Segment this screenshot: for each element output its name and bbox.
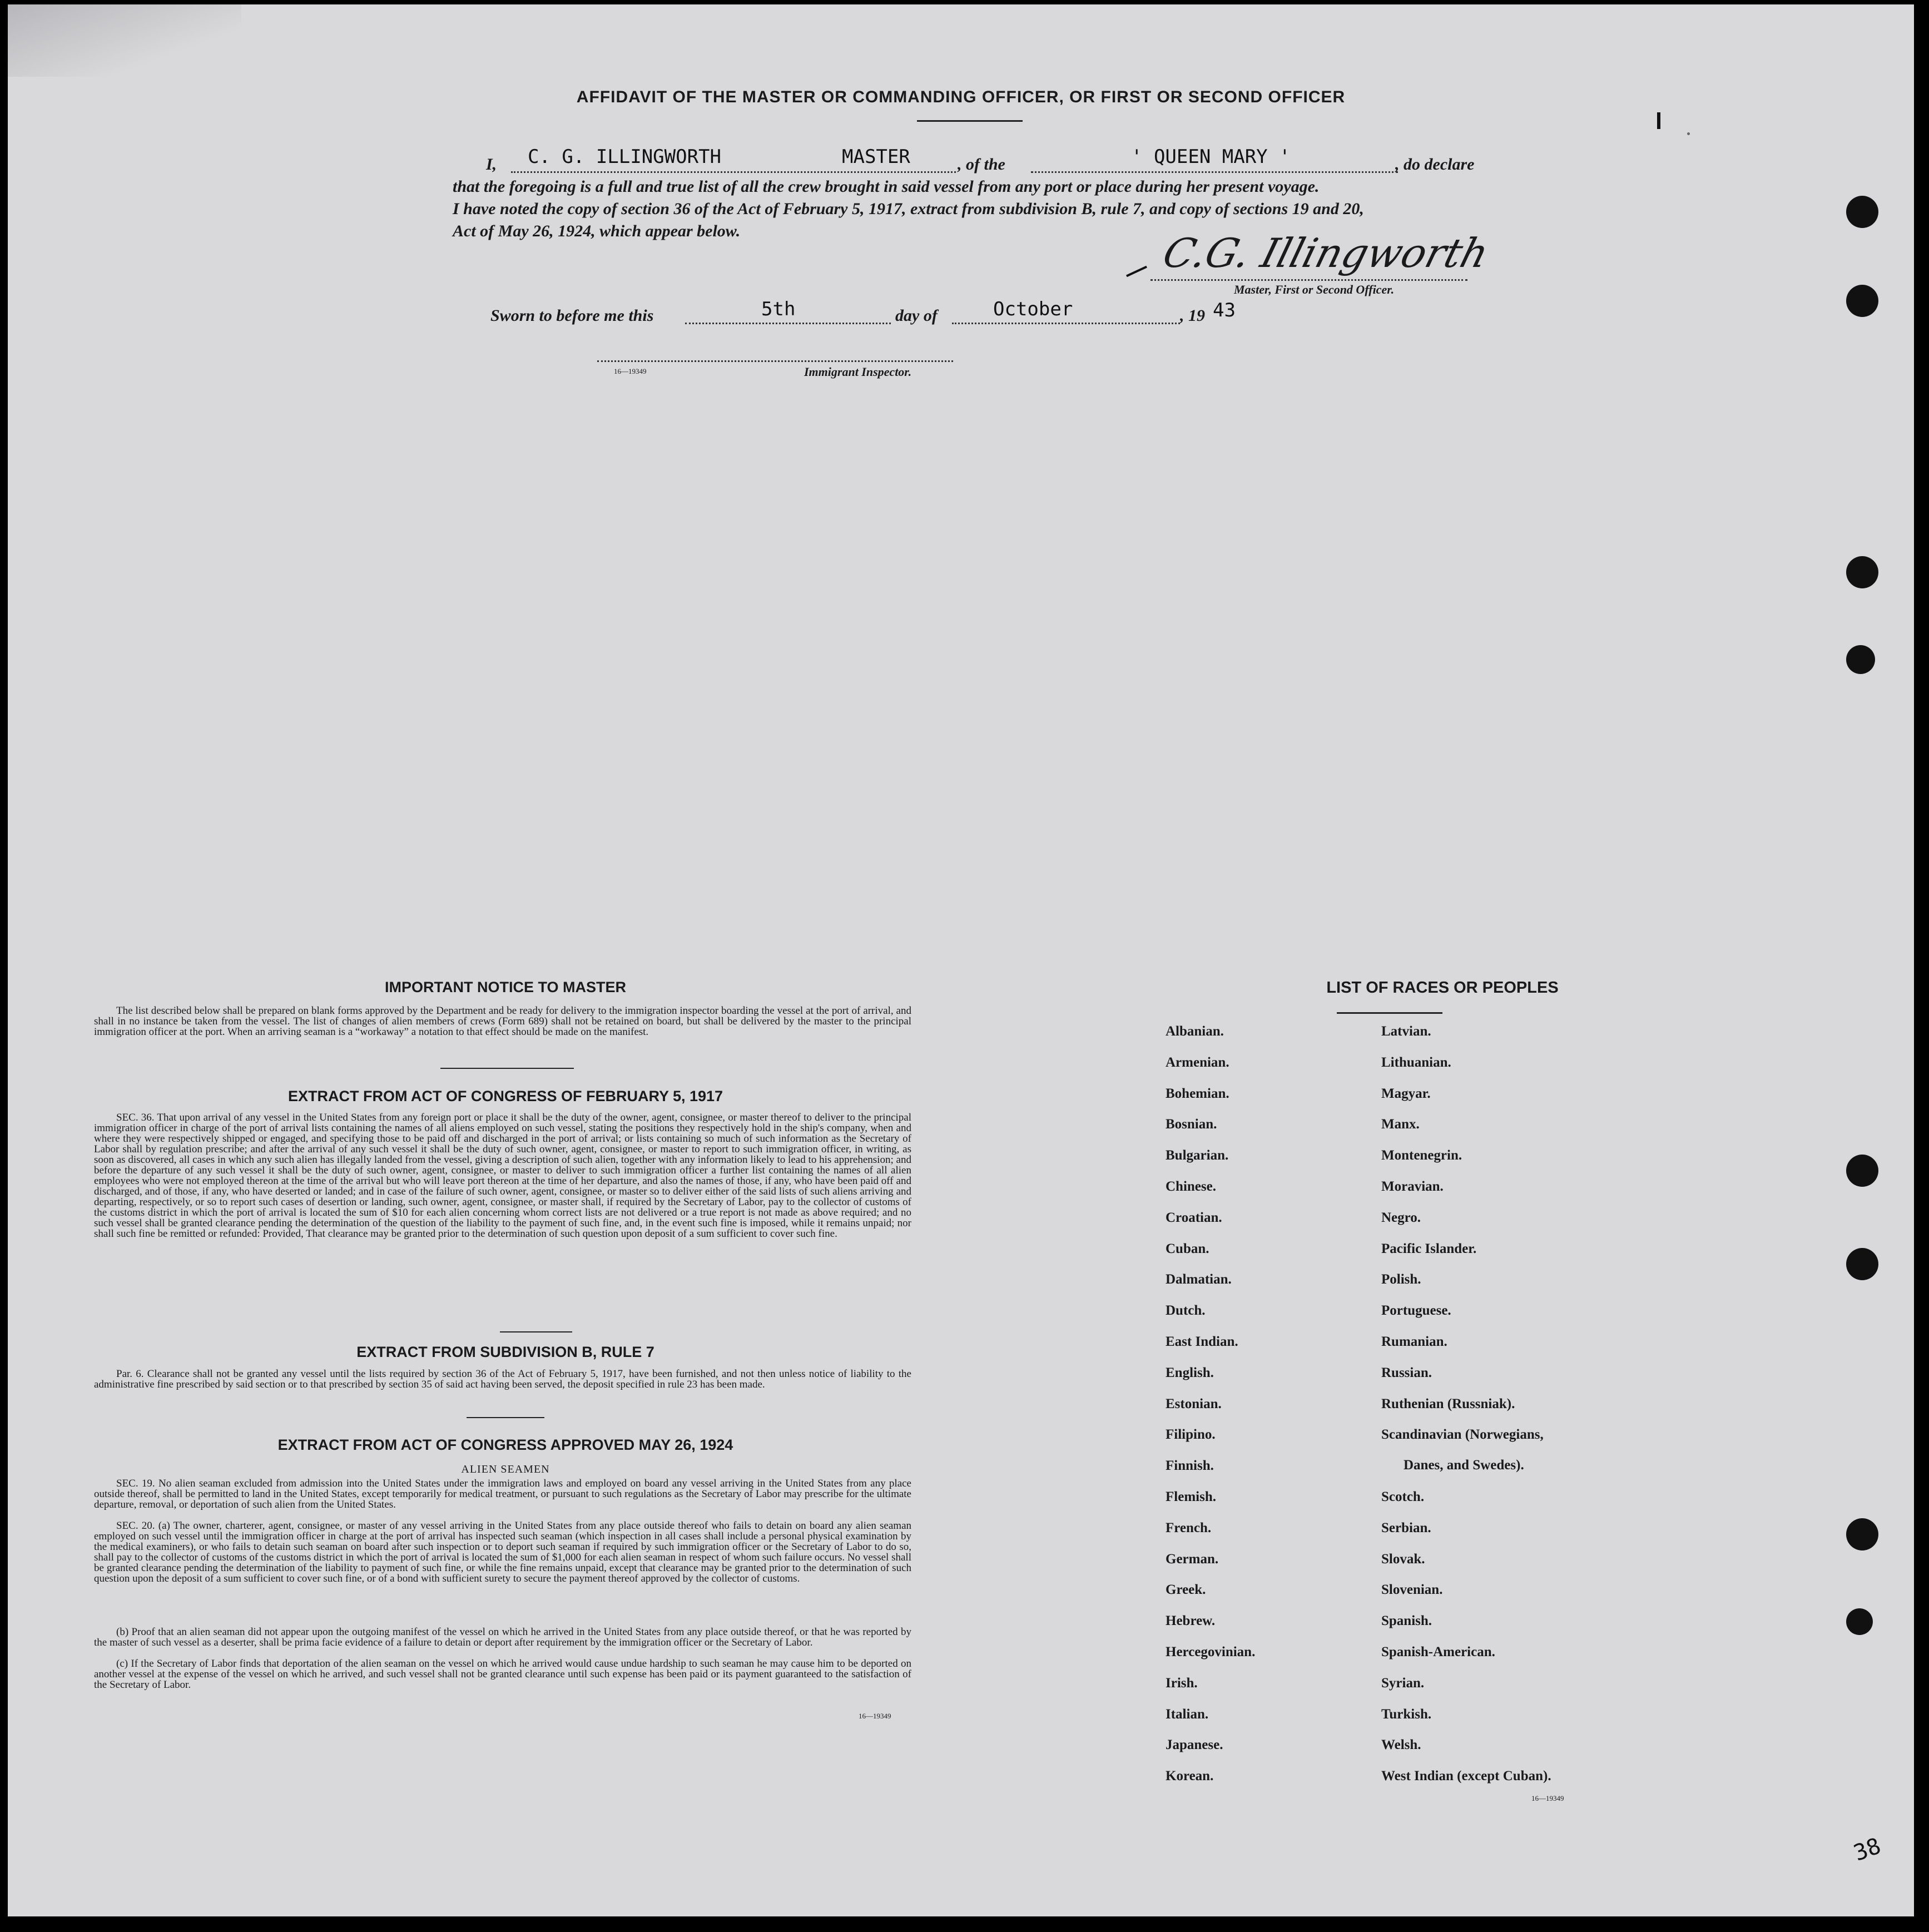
inspector-line [597, 360, 953, 362]
document-page [8, 4, 1914, 1916]
race-item: Spanish. [1381, 1613, 1432, 1629]
punch-hole [1846, 1248, 1878, 1280]
punch-hole [1846, 1518, 1878, 1550]
race-item: West Indian (except Cuban). [1381, 1768, 1551, 1784]
corner-wear [8, 4, 241, 77]
subdivision-text: Par. 6. Clearance shall not be granted any vessel until the lists required by section 36 of the Act of February 5, 1917, have been furnished, and not then unless notice of liability to the administrative fine prescribed by said section or to that prescribed by section 35 of said act having been served, the deposit specified in rule 23 has been made. [94, 1368, 911, 1390]
punch-hole [1846, 196, 1878, 228]
race-item: Bohemian. [1166, 1086, 1229, 1101]
master-name: C. G. ILLINGWORTH [528, 146, 721, 168]
sec20b-text: (b) Proof that an alien seaman did not appear upon the outgoing manifest of the vessel on which he arrived in the United States from any place outside thereof, or that he was reported by the master of such vessel as a deserter, shall be prima facie evidence of a failure to detain or deport after requirement by the immigration officer or the Secretary of Labor. [94, 1626, 911, 1648]
form-number-left: 16—19349 [859, 1712, 891, 1720]
declaration-of-the: , of the [958, 155, 1005, 174]
race-item: Turkish. [1381, 1706, 1432, 1722]
race-item: Montenegrin. [1381, 1148, 1462, 1163]
vessel-name: ' QUEEN MARY ' [1131, 146, 1291, 168]
race-item: Portuguese. [1381, 1303, 1451, 1319]
race-item: Dalmatian. [1166, 1272, 1232, 1287]
punch-hole [1846, 556, 1878, 588]
race-item: Greek. [1166, 1582, 1206, 1598]
punch-hole [1846, 1608, 1873, 1635]
name-line [511, 171, 956, 173]
sworn-day: 5th [761, 298, 796, 320]
notice-heading: IMPORTANT NOTICE TO MASTER [385, 979, 626, 995]
punch-hole [1846, 285, 1878, 317]
race-item: Russian. [1381, 1365, 1432, 1380]
race-item: Scotch. [1381, 1489, 1425, 1504]
race-item: Korean. [1166, 1768, 1214, 1784]
declaration-line-3: I have noted the copy of section 36 of the Act of February 5, 1917, extract from subdivision B, rule 7, and copy of sections 19 and 20, [453, 200, 1364, 218]
extract-1924-heading: EXTRACT FROM ACT OF CONGRESS APPROVED MAY 26, 1924 [277, 1436, 733, 1453]
sworn-year: 43 [1213, 299, 1236, 321]
notice-rule [440, 1068, 574, 1069]
race-item: Flemish. [1166, 1489, 1216, 1504]
sworn-prefix: Sworn to before me this [490, 306, 654, 325]
race-item: English. [1166, 1365, 1214, 1380]
race-item: German. [1166, 1551, 1219, 1567]
extract-1917-rule [500, 1331, 572, 1332]
race-item: Albanian. [1166, 1024, 1224, 1039]
officer-signature: C.G. Illingworth [1158, 230, 1494, 276]
signature-line [1151, 279, 1467, 281]
race-item: Dutch. [1166, 1303, 1206, 1319]
race-item: Latvian. [1381, 1024, 1431, 1039]
race-item: East Indian. [1166, 1334, 1238, 1349]
stray-mark [1687, 132, 1690, 135]
race-item: Slovak. [1381, 1551, 1425, 1567]
declaration-do-declare: , do declare [1395, 155, 1475, 174]
race-item: Magyar. [1381, 1086, 1431, 1101]
title-rule [917, 120, 1023, 122]
sworn-month-line [952, 323, 1180, 324]
race-item: Ruthenian (Russniak). [1381, 1396, 1515, 1411]
subdivision-heading: EXTRACT FROM SUBDIVISION B, RULE 7 [356, 1344, 654, 1360]
declaration-i: I, [486, 155, 497, 174]
sec20a-text: SEC. 20. (a) The owner, charterer, agent, consignee, or master of any vessel arriving in the United States from any place outside thereof who fails to detain on board any alien seaman employed on such vessel until the immigration officer in charge at the port of arrival has inspected such seaman (which inspection in all cases shall include a personal physical examination by the medical examiners), or who fails to detain such seaman on board after such inspection or to deport such seaman if required by such immigration officer or the Secretary of Labor to do so, shall pay to the collector of customs of the customs district in which the port of arrival is located the sum of $1,000 for each alien seaman in respect of whom such failure occurs. No vessel shall be granted clearance pending the determination of the liability to payment of such fine, or while the fine remains unpaid, except that clearance may be granted prior to the determination of such question upon the deposit of a sum sufficient to cover such fine, or of a bond with sufficient surety to secure the payment thereof approved by the collector of customs. [94, 1520, 911, 1584]
sec20c-text: (c) If the Secretary of Labor finds that deportation of the alien seaman on the vessel on which he arrived would cause undue hardship to such seaman he may cause him to be deported on another vessel at the expense of the vessel on which he arrived, and such vessel shall not be granted clearance until such expense has been paid or its payment guaranteed to the satisfaction of the Secretary of Labor. [94, 1658, 911, 1691]
form-number-right: 16—19349 [1531, 1794, 1564, 1802]
race-item: Syrian. [1381, 1675, 1425, 1691]
declaration-line-4: Act of May 26, 1924, which appear below. [453, 222, 741, 240]
inspector-caption: Immigrant Inspector. [804, 365, 912, 379]
race-item: Filipino. [1166, 1427, 1216, 1443]
races-rule [1337, 1012, 1442, 1014]
page-mark: 38 [1850, 1833, 1885, 1866]
sworn-day-line [685, 323, 891, 324]
race-item: French. [1166, 1520, 1212, 1535]
sec19-text: SEC. 19. No alien seaman excluded from admission into the United States under the immigration laws and employed on board any vessel arriving in the United States from any place outside thereof, shall be permitted to land in the United States, except temporarily for medical treatment, or pursuant to such regulations as the Secretary of Labor may prescribe for the ultimate departure, removal, or deportation of such alien from the United States. [94, 1478, 911, 1510]
signature-caption: Master, First or Second Officer. [1234, 283, 1395, 296]
alien-seamen-subheading: ALIEN SEAMEN [461, 1463, 550, 1475]
race-item: Croatian. [1166, 1210, 1222, 1225]
race-item: Chinese. [1166, 1179, 1216, 1194]
race-item: Rumanian. [1381, 1334, 1447, 1349]
race-item: Armenian. [1166, 1054, 1229, 1070]
race-item: Bosnian. [1166, 1117, 1217, 1132]
race-item: Hebrew. [1166, 1613, 1216, 1629]
race-item: Manx. [1381, 1117, 1420, 1132]
race-item: Cuban. [1166, 1241, 1209, 1256]
extract-1917-text: SEC. 36. That upon arrival of any vessel in the United States from any foreign port or place it shall be the duty of the owner, agent, consignee, or master thereof to deliver to the principal immigration officer in charge of the port of arrival lists containing the names of all aliens employed on such vessel, stating the positions they respectively hold in the ship's company, when and where they were respectively shipped or engaged, and specifying those to be paid off and discharged in the port of arrival; or lists containing so much of such information as the Secretary of Labor shall by regulation prescribe; and after the arrival of any such vessel it shall be the duty of such owner, agent, consignee, or master to report to such immigration officer, in writing, as soon as discovered, all cases in which any such alien has illegally landed from the vessel, giving a description of such alien, together with any information likely to lead to his apprehension; and before the departure of any such vessel it shall be the duty of such owner, agent, consignee, or master to deliver to such immigration officer a further list containing the names of all alien employees who were not employed thereon at the time of the arrival but who will leave port thereon at the time of her departure, and also the names of those, if any, who have been paid off and discharged, and of those, if any, who have deserted or landed; and in case of the failure of such owner, agent, consignee, or master so to deliver either of the said lists of such aliens arriving and departing, respectively, or so to report such cases of desertion or landing, such owner, agent, consignee, or master shall, if required by the Secretary of Labor, pay to the collector of customs of the customs district in which the port of arrival is located the sum of $10 for each alien concerning whom correct lists are not delivered or a true report is not made as above required; and no such vessel shall be granted clearance pending the determination of the question of the liability to the payment of such fine, and, in the event such fine is imposed, while it remains unpaid; nor shall such fine be remitted or refunded: Provided, That clearance may be granted prior to the determination of such question upon deposit of a sum sufficient to cover such fine. [94, 1112, 911, 1240]
punch-hole [1846, 1155, 1878, 1187]
vessel-line [1031, 171, 1398, 173]
race-item: Spanish-American. [1381, 1644, 1495, 1659]
notice-text: The list described below shall be prepared on blank forms approved by the Department and be ready for delivery to the immigration inspector boarding the vessel at the port of arrival, and shall in no instance be taken from the vessel. The list of changes of alien members of crews (Form 689) shall not be retained on board, but shall be delivered by the master to the principal immigration officer at the port. When an arriving seaman is a “workaway” a notation to that effect should be made on the manifest. [94, 1005, 911, 1038]
sworn-year-prefix: , 19 [1180, 306, 1205, 325]
subdivision-rule [467, 1417, 544, 1418]
race-item: Bulgarian. [1166, 1148, 1229, 1163]
race-item: Lithuanian. [1381, 1054, 1451, 1070]
race-item: Pacific Islander. [1381, 1241, 1477, 1256]
race-item: Estonian. [1166, 1396, 1222, 1411]
race-item: Slovenian. [1381, 1582, 1443, 1598]
punch-hole [1846, 645, 1875, 674]
races-heading: LIST OF RACES OR PEOPLES [1326, 979, 1559, 997]
signature-flourish [1126, 266, 1147, 278]
race-item: Hercegovinian. [1166, 1644, 1256, 1659]
race-item: Welsh. [1381, 1737, 1421, 1753]
race-item: Polish. [1381, 1272, 1421, 1287]
race-item: Irish. [1166, 1675, 1198, 1691]
master-rank: MASTER [842, 146, 910, 168]
race-item: Italian. [1166, 1706, 1209, 1722]
stray-mark [1657, 112, 1660, 129]
extract-1917-heading: EXTRACT FROM ACT OF CONGRESS OF FEBRUARY 5, 1917 [287, 1088, 723, 1104]
sworn-month: October [993, 298, 1073, 320]
affidavit-title: AFFIDAVIT OF THE MASTER OR COMMANDING OFFICER, OR FIRST OR SECOND OFFICER [576, 88, 1346, 106]
form-number-top: 16—19349 [614, 367, 647, 375]
race-item: Finnish. [1166, 1458, 1214, 1474]
race-item: Scandinavian (Norwegians, [1381, 1427, 1544, 1443]
declaration-line-2: that the foregoing is a full and true list of all the crew brought in said vessel from any port or place during her present voyage. [453, 177, 1320, 196]
race-item: Japanese. [1166, 1737, 1223, 1753]
race-item: Serbian. [1381, 1520, 1431, 1535]
sworn-day-of: day of [895, 306, 938, 325]
race-scandinavian-continued: Danes, and Swedes). [1404, 1458, 1524, 1473]
race-item: Negro. [1381, 1210, 1421, 1225]
race-item: Moravian. [1381, 1179, 1444, 1194]
